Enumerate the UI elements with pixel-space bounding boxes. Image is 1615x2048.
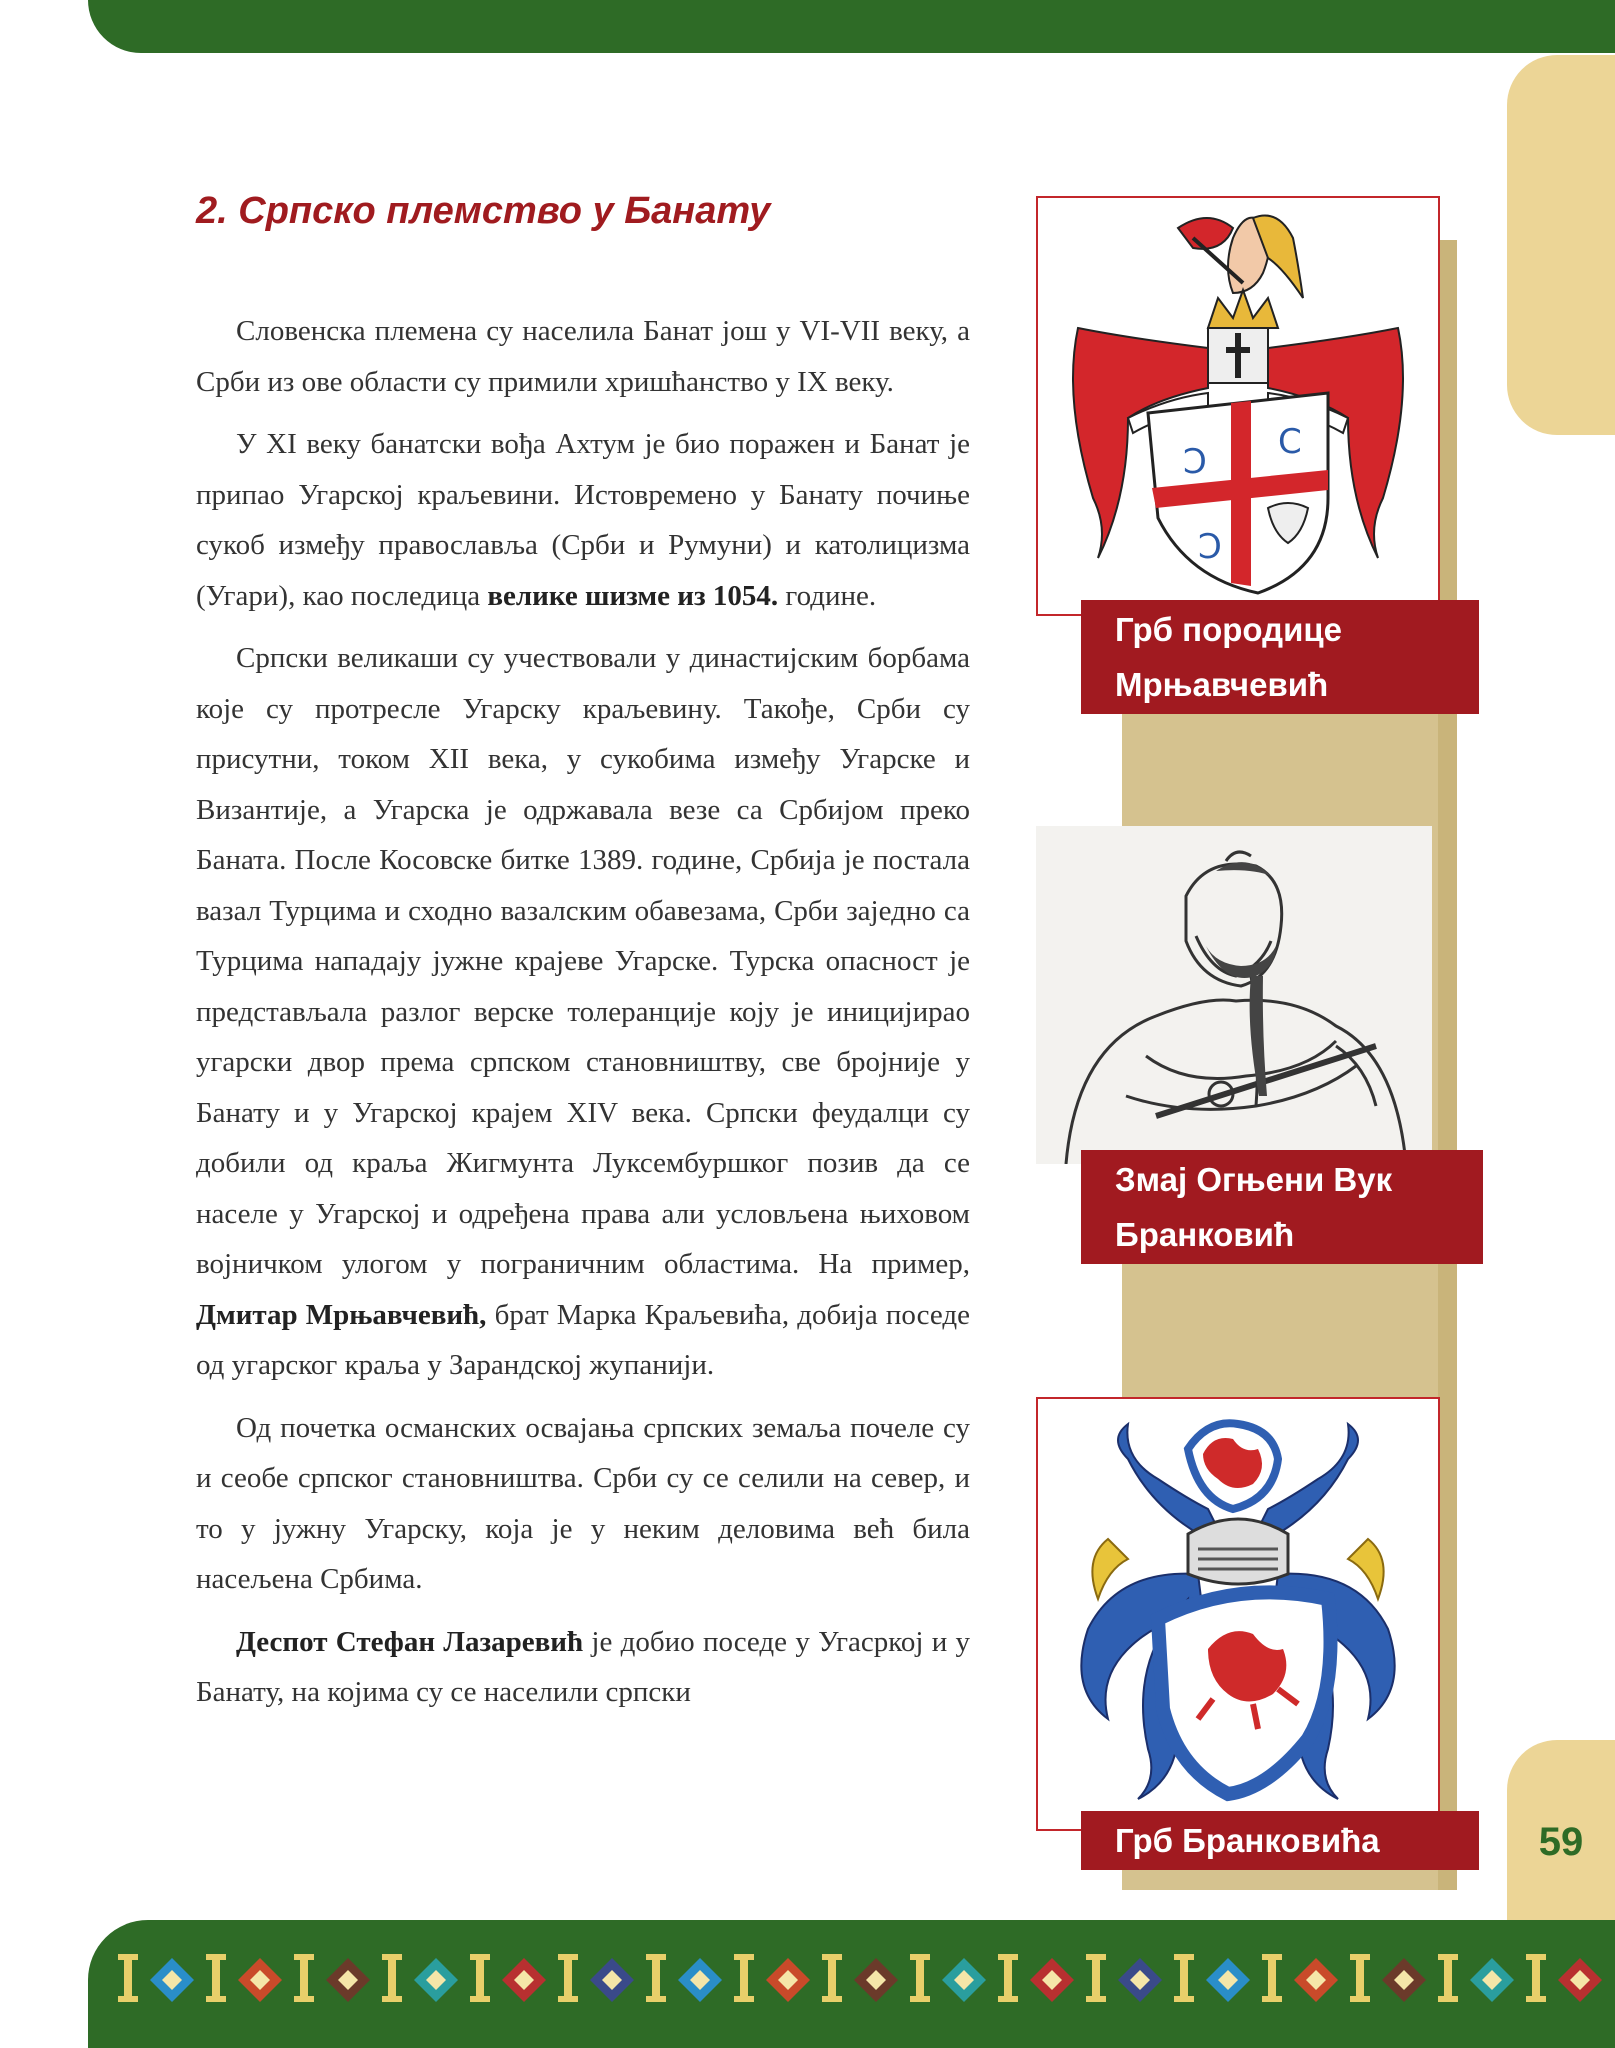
folk-motif	[1262, 1954, 1338, 2002]
paragraph-3-bold: Дмитар Мрњавчевић,	[196, 1298, 487, 1331]
caption-coat-mrnjavcevic	[1081, 600, 1479, 714]
folk-motif	[206, 1954, 282, 2002]
paragraph-1: Словенска племена су населила Банат још у VI-VII веку, а Срби из ове области су примили хришћанство у IX веку.	[196, 315, 970, 398]
caption-line-2: Бранковић	[1115, 1216, 1295, 1253]
top-green-bar	[88, 0, 1615, 53]
paragraph-4: Од почетка османских освајања српских земаља почеле су и сеобе српског становништва. Срби су се селили на север, и то у јужну Угарску, која је у неким деловима већ била насељена Србима.	[196, 1411, 970, 1595]
folk-motif	[118, 1954, 194, 2002]
caption-line-1: Грб породице	[1115, 611, 1343, 648]
paragraph-2	[196, 419, 970, 621]
folk-motif	[382, 1954, 458, 2002]
caption-portrait	[1081, 1150, 1483, 1264]
folk-motif	[294, 1954, 370, 2002]
paragraph-3-tail: брат Марка Краљевића, добија поседе од угарског краља у Зарандској жупанији.	[196, 1298, 970, 1381]
body-text	[196, 306, 970, 1718]
caption-line-1: Змај Огњени Вук	[1115, 1161, 1393, 1198]
paragraph-5-text: је добио поседе у Угасркој и у Банату, на којима су се населили српски	[196, 1625, 970, 1708]
paragraph-3	[196, 633, 970, 1391]
folk-motif	[1174, 1954, 1250, 2002]
folk-motif	[734, 1954, 810, 2002]
folk-motif	[1438, 1954, 1514, 2002]
caption-coat-brankovic	[1081, 1811, 1479, 1870]
caption-line-2: Мрњавчевић	[1115, 666, 1329, 703]
paragraph-2-text: У XI веку банатски вођа Ахтум је био поражен и Банат је припао Угарској краљевини. Истовремено у Банату почиње сукоб између православља (Срби и Румуни) и католицизма (Угари), као последица	[196, 428, 970, 612]
folk-motif	[558, 1954, 634, 2002]
beige-strip-shadow	[1438, 240, 1457, 1890]
folk-motif	[910, 1954, 986, 2002]
coat-of-arms-mrnjavcevic-frame	[1036, 196, 1440, 616]
folk-motif	[1526, 1954, 1602, 2002]
knight-sketch	[1036, 826, 1432, 1164]
caption-line-1: Грб Бранковића	[1115, 1822, 1380, 1859]
svg-text:Ↄ: Ↄ	[1198, 527, 1222, 567]
folk-motif	[1086, 1954, 1162, 2002]
folk-motif	[646, 1954, 722, 2002]
page-number: 59	[1538, 1820, 1584, 1864]
paragraph-2-bold: велике шизме из 1054.	[487, 579, 779, 612]
folk-motif	[998, 1954, 1074, 2002]
paragraph-5	[196, 1617, 970, 1718]
portrait-vuk-brankovic	[1036, 826, 1432, 1164]
folk-pattern	[88, 1920, 1615, 2048]
coat-of-arms-mrnjavcevic	[1038, 198, 1438, 614]
bottom-folk-pattern-band	[88, 1920, 1615, 2048]
paragraph-2-tail: године.	[778, 579, 877, 612]
svg-text:Ↄ: Ↄ	[1183, 442, 1207, 482]
folk-motif	[470, 1954, 546, 2002]
coat-of-arms-brankovic	[1038, 1399, 1438, 1829]
coat-of-arms-brankovic-frame	[1036, 1397, 1440, 1831]
paragraph-5-bold: Деспот Стефан Лазаревић	[236, 1625, 584, 1658]
side-tab-top	[1507, 55, 1615, 435]
folk-motif	[822, 1954, 898, 2002]
svg-text:C: C	[1278, 422, 1302, 462]
folk-motif	[1350, 1954, 1426, 2002]
paragraph-3-text: Српски великаши су учествовали у династијским борбама које су протресле Угарску краљевину. Такође, Срби су присутни, током XII века, у сукобима између Угарске и Византије, а Угарска је одржавала везе са Србијом преко Баната. После Косовске битке 1389. године, Србија је постала вазал Турцима и сходно вазалским обавезама, Срби заједно са Турцима нападају јужне крајеве Угарске. Турска опасност је представљала разлог верске толеранције коју је иницијирао угарски двор према српском становништву, све бројније у Банату и у Угарској крајем XIV века. Српски феудалци су добили од краља Жигмунта Луксембуршког позив да се населе у Угарској и одређена права али условљена њиховом војничком улогом у пограничним областима. На пример,	[196, 642, 970, 1280]
section-heading: 2. Српско племство у Банату	[196, 190, 771, 232]
